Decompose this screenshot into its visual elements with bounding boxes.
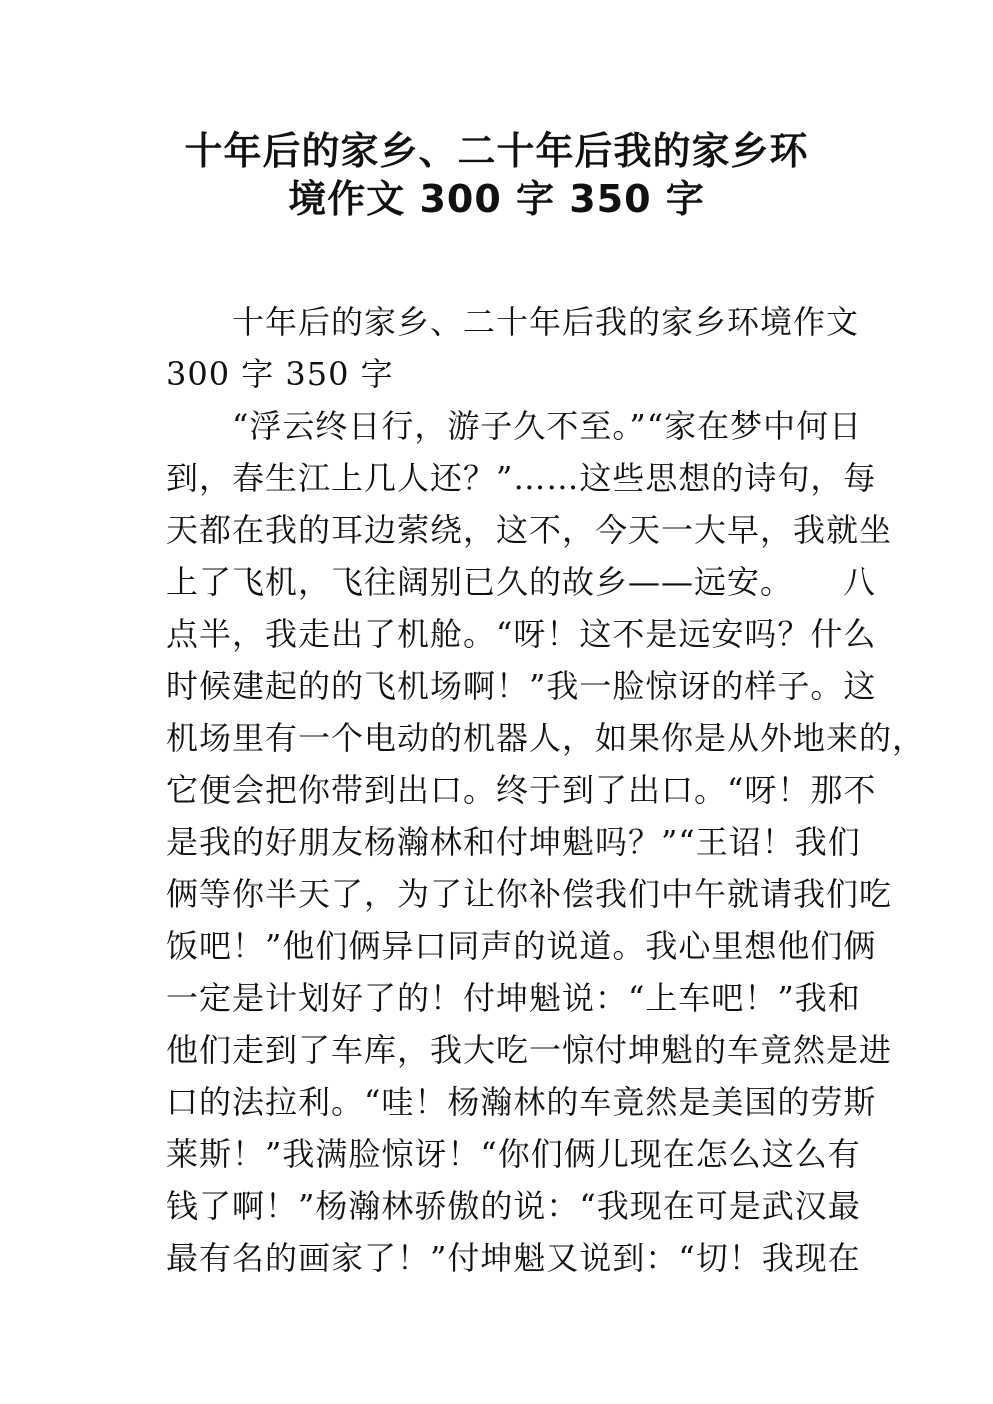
body-text-line: 十年后的家乡、二十年后我的家乡环境作文 (166, 303, 860, 341)
body-text-line: 饭吧！”他们俩异口同声的说道。我心里想他们俩 (166, 927, 877, 965)
body-text-line: 它便会把你带到出口。终于到了出口。“呀！那不 (166, 771, 877, 809)
body-text-line: 口的法拉利。“哇！杨瀚林的车竟然是美国的劳斯 (166, 1083, 877, 1121)
document-title-line: 境作文 300 字 350 字 (288, 177, 705, 221)
body-text-line: 300 字 350 字 (166, 355, 394, 393)
body-text-line: 时候建起的的飞机场啊！”我一脸惊讶的样子。这 (166, 667, 877, 705)
body-text-line: 天都在我的耳边萦绕，这不，今天一大早，我就坐 (166, 511, 893, 549)
body-text-line: 上了飞机，飞往阔别已久的故乡——远安。 八 (166, 563, 877, 601)
body-text-line: 钱了啊！”杨瀚林骄傲的说：“我现在可是武汉最 (166, 1187, 861, 1225)
body-text-line: 点半，我走出了机舱。“呀！这不是远安吗？什么 (166, 615, 877, 653)
body-text-line: 他们走到了车库，我大吃一惊付坤魁的车竟然是进 (166, 1031, 893, 1069)
body-text-line: 是我的好朋友杨瀚林和付坤魁吗？”“王诏！我们 (166, 823, 861, 861)
body-text-line: 到，春生江上几人还？”……这些思想的诗句，每 (166, 459, 877, 497)
body-text-line: 莱斯！”我满脸惊讶！“你们俩儿现在怎么这么有 (166, 1135, 861, 1173)
body-text-line: 最有名的画家了！”付坤魁又说到：“切！我现在 (166, 1239, 861, 1277)
document-title-line: 十年后的家乡、二十年后我的家乡环 (184, 129, 809, 173)
body-text-line: 俩等你半天了，为了让你补偿我们中午就请我们吃 (166, 875, 893, 913)
body-text-line: 一定是计划好了的！付坤魁说：“上车吧！”我和 (166, 979, 861, 1017)
body-text-line: 机场里有一个电动的机器人，如果你是从外地来的， (166, 719, 926, 757)
body-text-line: “浮云终日行，游子久不至。”“家在梦中何日 (166, 407, 863, 445)
